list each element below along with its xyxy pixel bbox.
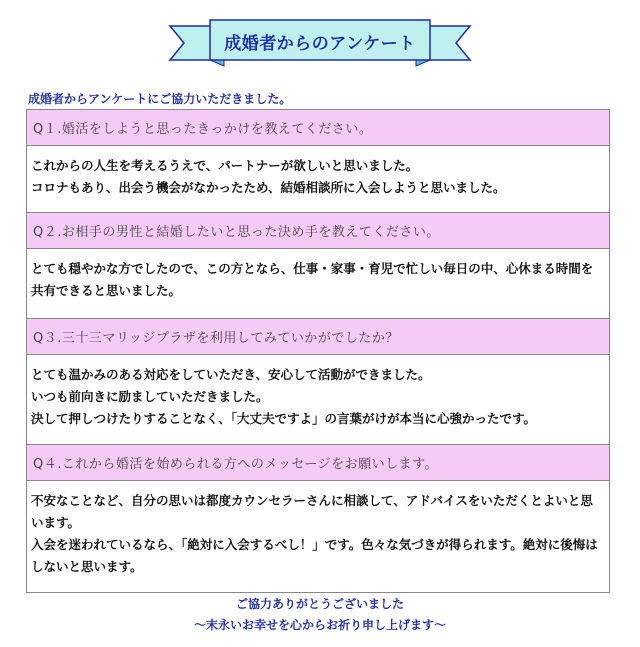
survey-table <box>26 109 610 593</box>
intro-text: 成婚者からアンケートにご協力いただきました。 <box>28 92 292 106</box>
answer-line: いつも前向きに励ましていただきました。 <box>31 389 269 404</box>
question-1: Q１.婚活をしようと思ったきっかけを教えてください。 <box>26 109 610 145</box>
question-4: Q４.これから婚活を始められる方へのメッセージをお願いします。 <box>26 444 610 480</box>
footer-thanks: ご協力ありがとうございました <box>235 597 404 611</box>
answer-line: とても温かみのある対応をしていただき、安心して活動ができました。 <box>31 367 431 382</box>
answer-line: 決して押しつけたりすることなく、「大丈夫ですよ」の言葉がけが本当に心強かったです。 <box>31 411 537 426</box>
answer-line: 入会を迷われているなら、「絶対に入会するべし！」です。色々な気づきが得られます。絶対に後悔はしないと思います。 <box>31 537 598 574</box>
answer-3 <box>26 354 610 444</box>
answer-2 <box>26 248 610 318</box>
question-2: Q２.お相手の男性と結婚したいと思った決め手を教えてください。 <box>26 212 610 248</box>
answer-4 <box>26 480 610 593</box>
answer-line: コロナもあり、出会う機会がなかったため、結婚相談所に入会しようと思いました。 <box>31 180 506 195</box>
answer-line: これからの人生を考えるうえで、パートナーが欲しいと思いました。 <box>31 158 419 173</box>
answer-line: 不安なことなど、自分の思いは都度カウンセラーさんに相談して、アドバイスをいただくとよいと思います。 <box>31 493 593 530</box>
page-title: 成婚者からのアンケート <box>224 33 416 54</box>
answer-line: とても穏やかな方でしたので、この方となら、仕事・家事・育児で忙しい毎日の中、心休まる時間を共有できると思いました。 <box>31 261 594 298</box>
answer-1 <box>26 145 610 212</box>
footer-wishes: ～末永いお幸せを心からお祈り申し上げます～ <box>193 618 446 632</box>
question-3: Q３.三十三マリッジプラザを利用してみていかがでしたか？ <box>26 318 610 354</box>
